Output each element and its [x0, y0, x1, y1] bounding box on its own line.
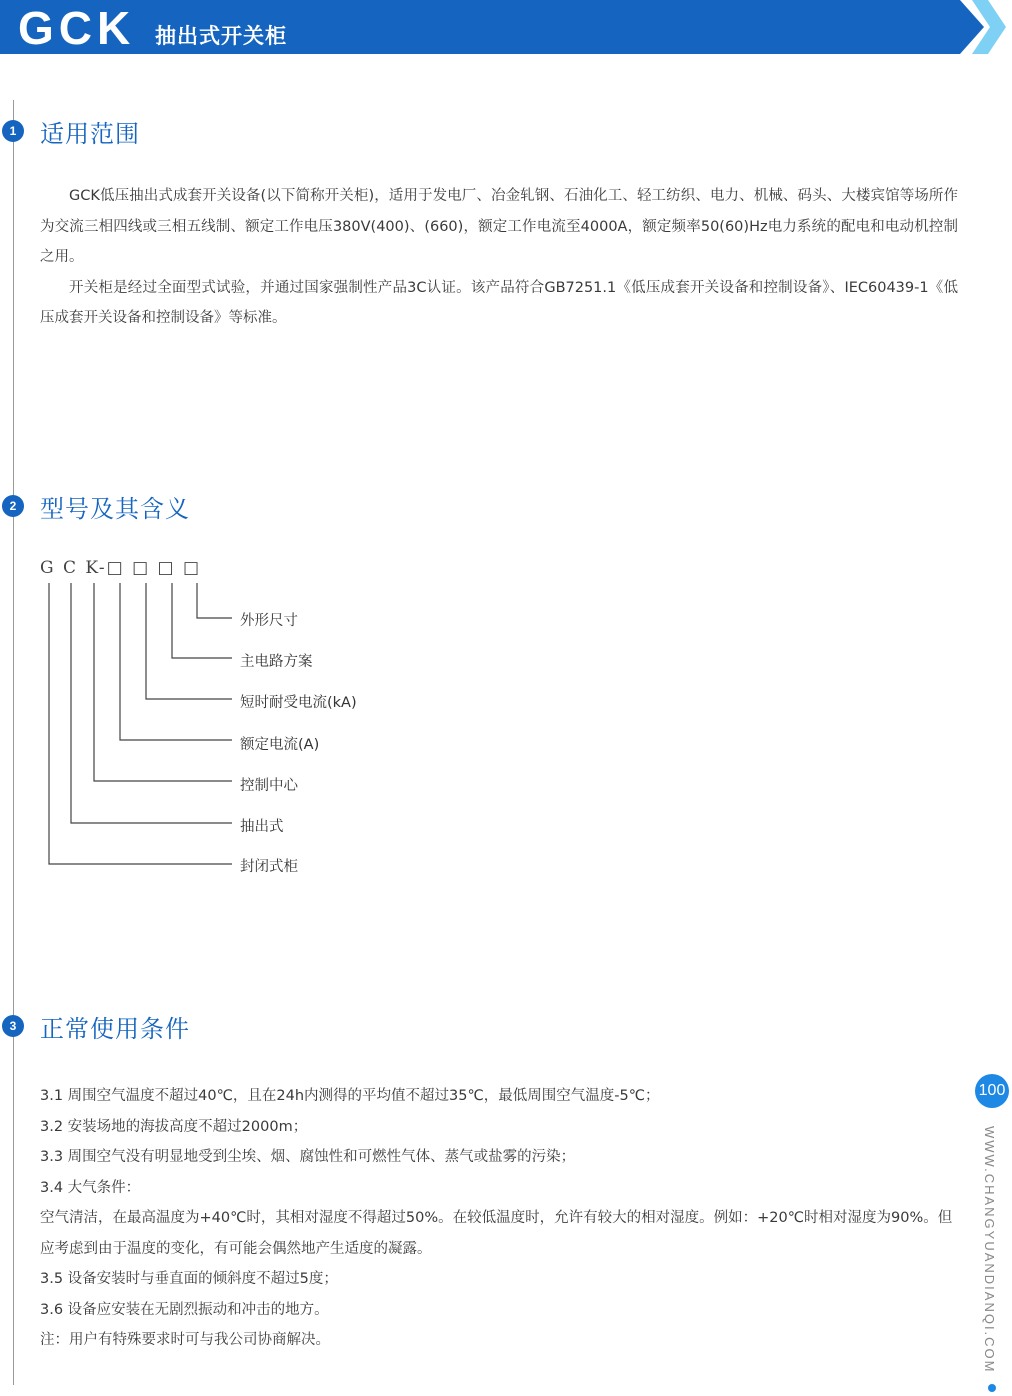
leader-line-circuit [172, 583, 232, 658]
model-part-label: 主电路方案 [240, 654, 313, 670]
section-1-paragraph: 开关柜是经过全面型式试验，并通过国家强制性产品3C认证。该产品符合GB7251.1《低压成套开关设备和控制设备》、IEC60439-1《低压成套开关设备和控制设备》等标准。 [40, 279, 958, 326]
condition-item: 3.2 安装场地的海拔高度不超过2000m； [40, 1118, 308, 1135]
section-1-paragraph: GCK低压抽出式成套开关设备(以下简称开关柜)，适用于发电厂、冶金轧钢、石油化工、轻工纺织、电力、机械、码头、大楼宾馆等场所作为交流三相四线或三相五线制、额定工作电压380V(400)、(660)，额定工作电流至4000A，额定频率50(60)Hz电力系统的配电和电动机控制之用。 [40, 188, 958, 265]
bullet-dot [988, 1384, 996, 1392]
section-1-body [40, 181, 958, 334]
leader-line-enclosed [49, 583, 232, 864]
model-part-label: 短时耐受电流(kA) [240, 695, 357, 711]
condition-item: 3.3 周围空气没有明显地受到尘埃、烟、腐蚀性和可燃性气体、蒸气或盐雾的污染； [40, 1149, 576, 1165]
section-3-title: 正常使用条件 [40, 1015, 190, 1043]
section-3-badge: 3 [2, 1015, 24, 1037]
leader-line-current [120, 583, 232, 740]
section-2-title: 型号及其含义 [40, 495, 190, 523]
model-part-label: 控制中心 [240, 778, 298, 794]
model-part-label: 封闭式柜 [240, 859, 298, 875]
header-banner [0, 0, 1012, 60]
product-code: GCK [18, 2, 136, 54]
leader-line-draw-out [71, 583, 232, 823]
section-1-title: 适用范围 [40, 120, 140, 148]
model-code: G C K-□ □ □ □ [40, 558, 202, 578]
conditions-list [40, 1081, 960, 1356]
website-url: WWW.CHANGYUANDIANQI.COM [982, 1126, 997, 1374]
model-part-label: 外形尺寸 [240, 613, 298, 629]
condition-item: 3.4 大气条件： [40, 1179, 141, 1196]
condition-item: 3.1 周围空气温度不超过40℃，且在24h内测得的平均值不超过35℃，最低周围空气温度-5℃； [40, 1088, 660, 1104]
leader-line-kA [146, 583, 232, 699]
condition-item: 3.5 设备安装时与垂直面的倾斜度不超过5度； [40, 1271, 338, 1287]
section-1-badge: 1 [2, 120, 24, 142]
model-part-label: 额定电流(A) [240, 737, 320, 753]
leader-line-control [94, 583, 232, 781]
condition-note: 注：用户有特殊要求时可与我公司协商解决。 [40, 1332, 330, 1348]
page-number-badge: 100 [975, 1074, 1009, 1108]
model-part-label: 抽出式 [240, 819, 284, 835]
model-code-diagram [0, 575, 250, 875]
header-arrow-graphic [0, 0, 1012, 60]
condition-item: 3.6 设备应安装在无剧烈振动和冲击的地方。 [40, 1301, 329, 1318]
condition-item: 空气清洁，在最高温度为+40℃时，其相对湿度不得超过50%。在较低温度时，允许有较大的相对湿度。例如：+20℃时相对湿度为90%。但应考虑到由于温度的变化，有可能会偶然地产生适度的凝露。 [40, 1210, 953, 1257]
section-2-badge: 2 [2, 495, 24, 517]
product-title: 抽出式开关柜 [155, 24, 287, 48]
leader-line-size [197, 583, 232, 618]
